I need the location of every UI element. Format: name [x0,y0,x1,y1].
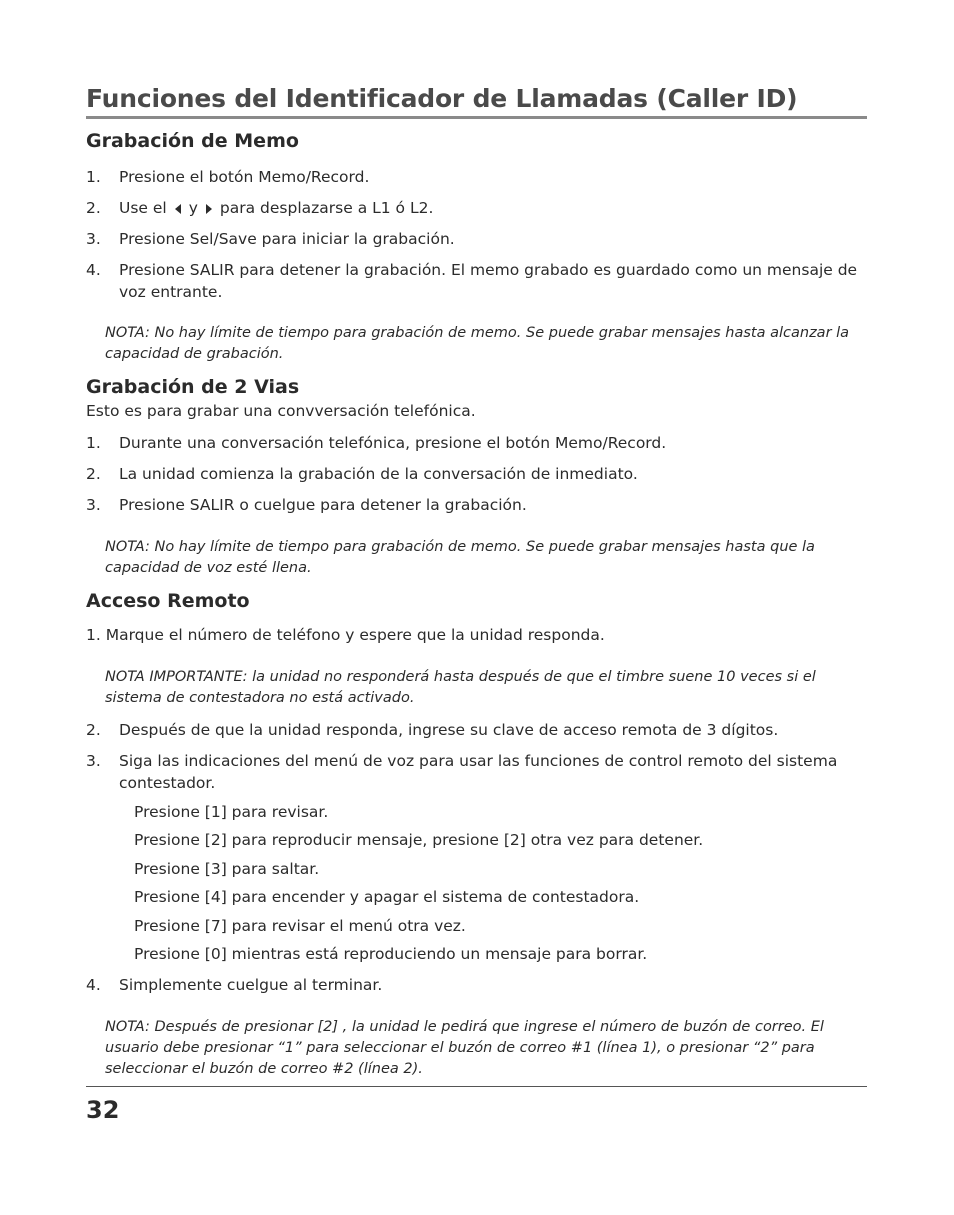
remote-step-2-text: Después de que la unidad responda, ingrese su clave de acceso remota de 3 dígitos. [119,721,779,739]
two-way-heading: Grabación de 2 Vias [86,376,300,398]
two-way-step-2-text: La unidad comienza la grabación de la conversación de inmediato. [119,465,638,483]
remote-step-3-text: Siga las indicaciones del menú de voz para usar las funciones de control remoto del sistema contestador. [119,752,838,792]
memo-step-3-text: Presione Sel/Save para iniciar la grabación. [119,230,455,248]
memo-step-2-pre: Use el [119,199,167,217]
remote-step-2-number: 2. [86,721,101,739]
remote-command-3: Presione [3] para saltar. [134,860,320,878]
title-divider [86,116,867,119]
remote-command-1: Presione [1] para revisar. [134,803,329,821]
remote-step-3-number: 3. [86,752,101,770]
memo-step-1-text: Presione el botón Memo/Record. [119,168,370,186]
remote-step-4-number: 4. [86,976,101,994]
memo-step-2-post: para desplazarse a L1 ó L2. [219,199,434,217]
memo-step-4-number: 4. [86,261,101,279]
page-title: Funciones del Identificador de Llamadas (Caller ID) [86,84,798,113]
page-number: 32 [86,1096,120,1124]
memo-step-2-number: 2. [86,199,101,217]
right-arrow-icon [206,204,212,214]
memo-step-3-number: 3. [86,230,101,248]
remote-command-6: Presione [0] mientras está reproduciendo un mensaje para borrar. [134,945,648,963]
remote-command-5: Presione [7] para revisar el menú otra vez. [134,917,466,935]
remote-command-2: Presione [2] para reproducir mensaje, presione [2] otra vez para detener. [134,831,704,849]
two-way-step-3-text: Presione SALIR o cuelgue para detener la grabación. [119,496,527,514]
two-way-step-1-text: Durante una conversación telefónica, presione el botón Memo/Record. [119,434,667,452]
memo-step-1-number: 1. [86,168,101,186]
memo-note: NOTA: No hay límite de tiempo para grabación de memo. Se puede grabar mensajes hasta alcanzar la capacidad de grabación. [105,325,850,362]
memo-step-2 [119,197,859,219]
two-way-note: NOTA: No hay límite de tiempo para grabación de memo. Se puede grabar mensajes hasta que la capacidad de voz esté llena. [105,539,815,576]
two-way-intro: Esto es para grabar una convversación telefónica. [86,402,476,420]
remote-important-note: NOTA IMPORTANTE: la unidad no responderá hasta después de que el timbre suene 10 veces si el sistema de contestadora no está activado. [105,669,816,706]
remote-step-4-text: Simplemente cuelgue al terminar. [119,976,383,994]
memo-step-2-mid: y [188,199,198,217]
memo-step-4-text: Presione SALIR para detener la grabación. El memo grabado es guardado como un mensaje de voz entrante. [119,261,858,301]
two-way-step-3-number: 3. [86,496,101,514]
remote-final-note: NOTA: Después de presionar [2] , la unidad le pedirá que ingrese el número de buzón de correo. El usuario debe presionar “1” para seleccionar el buzón de correo #1 (línea 1), o presionar “2” para seleccionar el buzón de correo #2 (línea 2). [105,1019,824,1077]
footer-divider [86,1086,867,1087]
two-way-step-1-number: 1. [86,434,101,452]
remote-command-4: Presione [4] para encender y apagar el sistema de contestadora. [134,888,640,906]
left-arrow-icon [175,204,181,214]
two-way-step-2-number: 2. [86,465,101,483]
remote-step-1: 1. Marque el número de teléfono y espere que la unidad responda. [86,626,605,644]
remote-heading: Acceso Remoto [86,590,250,612]
memo-heading: Grabación de Memo [86,130,299,152]
